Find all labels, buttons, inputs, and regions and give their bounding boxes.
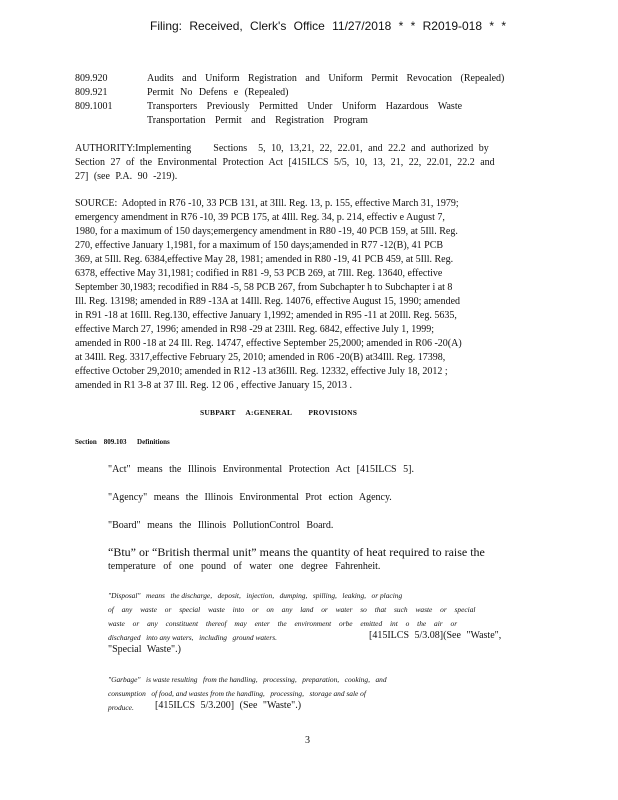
- disposal-line: "Disposal" means the discharge, deposit, injection, dumping, spilling, leaking, or placing: [108, 591, 403, 600]
- garbage-line: consumption of food, and wastes from the handling, processing, storage and sale of: [108, 689, 366, 698]
- filing-header: Filing: Received, Clerk's Office 11/27/2018 * * R2019-018 * *: [150, 19, 507, 33]
- garbage-line: "Garbage" is waste resulting from the handling, processing, preparation, cooking, and: [108, 675, 387, 684]
- source-line: 6378, effective May 31,1981; codified in R81 -9, 53 PCB 269, at 7Ill. Reg. 13640, effective: [75, 268, 443, 279]
- disposal-line: waste or any constituent thereof may enter the environment orbe emitted int o the air or: [108, 619, 458, 628]
- disposal-citation: [415ILCS 5/3.08](See "Waste",: [369, 630, 502, 641]
- definition-btu-cont: temperature of one pound of water one degree Fahrenheit.: [108, 561, 381, 572]
- source-line: emergency amendment in R76 -10, 39 PCB 175, at 4Ill. Reg. 34, p. 214, effectiv e August 7,: [75, 212, 445, 223]
- definition-agency: "Agency" means the Illinois Environmental Prot ection Agency.: [108, 492, 392, 503]
- toc-title: Transportation Permit and Registration Program: [147, 115, 368, 126]
- subpart-heading: SUBPART A:GENERAL PROVISIONS: [200, 408, 358, 417]
- garbage-line: produce.: [108, 703, 134, 712]
- source-line: effective March 27, 1996; amended in R98 -29 at 23Ill. Reg. 6842, effective July 1, 1999;: [75, 324, 434, 335]
- toc-title: Permit No Defens e (Repealed): [147, 87, 289, 98]
- source-line: 270, effective January 1,1981, for a maximum of 150 days;amended in R77 -12(B), 41 PCB: [75, 240, 444, 251]
- source-line: amended in R00 -18 at 24 Ill. Reg. 14747, effective September 25,2000; amended in R06 -20(A): [75, 338, 462, 349]
- disposal-see: "Special Waste".): [108, 644, 181, 655]
- garbage-citation: [415ILCS 5/3.200] (See "Waste".): [155, 700, 302, 711]
- source-line: September 30,1983; recodified in R84 -5, 58 PCB 267, from Subchapter h to Subchapter i at 8: [75, 282, 453, 293]
- section-heading: Section 809.103 Definitions: [75, 438, 170, 446]
- definition-act: "Act" means the Illinois Environmental Protection Act [415ILCS 5].: [108, 464, 414, 475]
- authority-line: AUTHORITY:Implementing Sections 5, 10, 13,21, 22, 22.01, and 22.2 and authorized by: [75, 143, 489, 154]
- source-line: 369, at 5Ill. Reg. 6384,effective May 28, 1981; amended in R80 -19, 41 PCB 459, at 5Ill. Reg.: [75, 254, 454, 265]
- toc-number: 809.921: [75, 87, 108, 98]
- page-number: 3: [305, 735, 310, 746]
- toc-title: Transporters Previously Permitted Under Uniform Hazardous Waste: [147, 101, 463, 112]
- source-line: SOURCE: Adopted in R76 -10, 33 PCB 131, at 3Ill. Reg. 13, p. 155, effective March 31, 1979;: [75, 198, 459, 209]
- source-line: amended in R1 3-8 at 37 Ill. Reg. 12 06 , effective January 15, 2013 .: [75, 380, 352, 391]
- toc-title: Audits and Uniform Registration and Uniform Permit Revocation (Repealed): [147, 73, 505, 84]
- authority-line: 27] (see P.A. 90 -219).: [75, 171, 178, 182]
- definition-btu: “Btu” or “British thermal unit” means the quantity of heat required to raise the: [108, 545, 485, 559]
- disposal-line: of any waste or special waste into or on any land or water so that such waste or special: [108, 605, 476, 614]
- disposal-line: discharged into any waters, including ground waters.: [108, 633, 278, 642]
- authority-line: Section 27 of the Environmental Protection Act [415ILCS 5/5, 10, 13, 21, 22, 22.01, 22.2 and: [75, 157, 495, 168]
- source-line: 1980, for a maximum of 150 days;emergency amendment in R80 -19, 40 PCB 159, at 5Ill. Reg.: [75, 226, 458, 237]
- source-line: Ill. Reg. 13198; amended in R89 -13A at 14Ill. Reg. 14076, effective August 15, 1990; amended: [75, 296, 461, 307]
- toc-number: 809.920: [75, 73, 108, 84]
- toc-number: 809.1001: [75, 101, 113, 112]
- definition-board: "Board" means the Illinois PollutionControl Board.: [108, 520, 334, 531]
- source-line: effective October 29,2010; amended in R12 -13 at36Ill. Reg. 12332, effective July 18, 2012 ;: [75, 366, 448, 377]
- source-line: in R91 -18 at 16Ill. Reg.130, effective January 1,1992; amended in R95 -11 at 20Ill. Reg. 5635,: [75, 310, 457, 321]
- source-line: at 34Ill. Reg. 3317,effective February 25, 2010; amended in R06 -20(B) at34Ill. Reg. 17398,: [75, 352, 446, 363]
